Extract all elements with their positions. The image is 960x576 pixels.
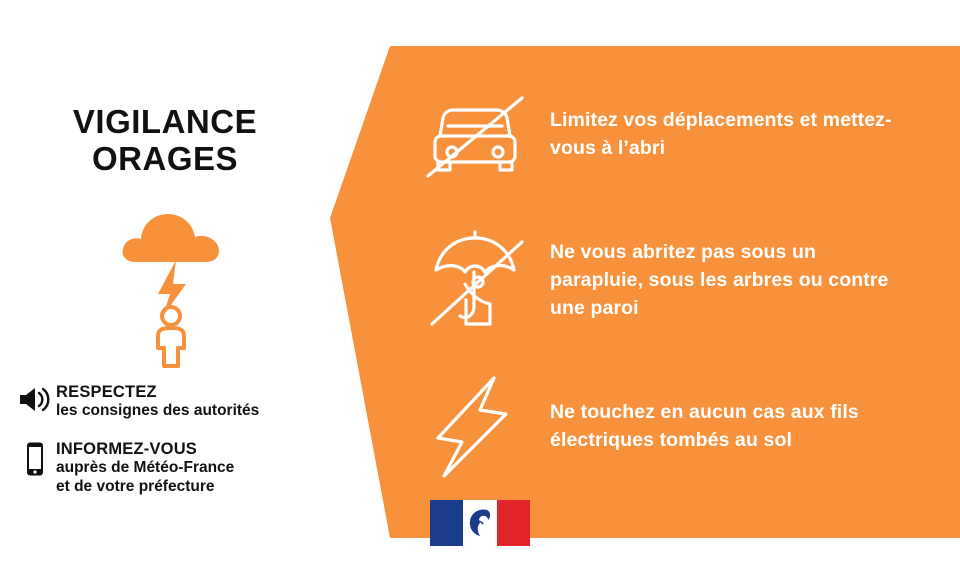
no-car-icon bbox=[400, 75, 550, 195]
note-item bbox=[14, 382, 330, 421]
advice-text: Limitez vos déplacements et mettez-vous à l’abri bbox=[550, 109, 892, 159]
note-item bbox=[14, 439, 330, 497]
advice-text: Ne vous abritez pas sous un parapluie, sous les arbres ou contre une paroi bbox=[550, 241, 889, 319]
marianne-icon bbox=[465, 506, 495, 540]
megaphone-icon bbox=[14, 382, 56, 414]
left-panel bbox=[0, 0, 330, 576]
title-line-orages: ORAGES bbox=[91, 139, 239, 177]
flag-blue-band bbox=[430, 500, 463, 546]
advice-text: Ne touchez en aucun cas aux fils électriques tombés au sol bbox=[550, 401, 859, 451]
page-title bbox=[0, 104, 330, 178]
french-republic-flag-logo bbox=[430, 500, 530, 546]
note-subtitle-2: et de votre préfecture bbox=[56, 478, 215, 496]
note-subtitle: les consignes des autorités bbox=[56, 402, 260, 420]
lightning-bolt-icon bbox=[400, 367, 550, 487]
note-text bbox=[56, 439, 234, 497]
flag-red-band bbox=[497, 500, 530, 546]
advice-item bbox=[400, 358, 945, 496]
notes-list bbox=[14, 382, 330, 515]
no-umbrella-icon bbox=[400, 221, 550, 341]
advice-item bbox=[400, 212, 945, 350]
title-line-vigilance: VIGILANCE bbox=[72, 103, 258, 140]
storm-cloud-lightning-person-icon bbox=[118, 196, 238, 371]
note-title: INFORMEZ-VOUS bbox=[56, 440, 198, 459]
smartphone-icon bbox=[14, 439, 56, 477]
flag-white-band bbox=[463, 500, 496, 546]
note-text bbox=[56, 382, 259, 421]
note-subtitle: auprès de Météo-France bbox=[56, 459, 235, 477]
advice-item bbox=[400, 66, 945, 204]
note-title: RESPECTEZ bbox=[56, 383, 157, 401]
advice-list bbox=[400, 66, 945, 504]
